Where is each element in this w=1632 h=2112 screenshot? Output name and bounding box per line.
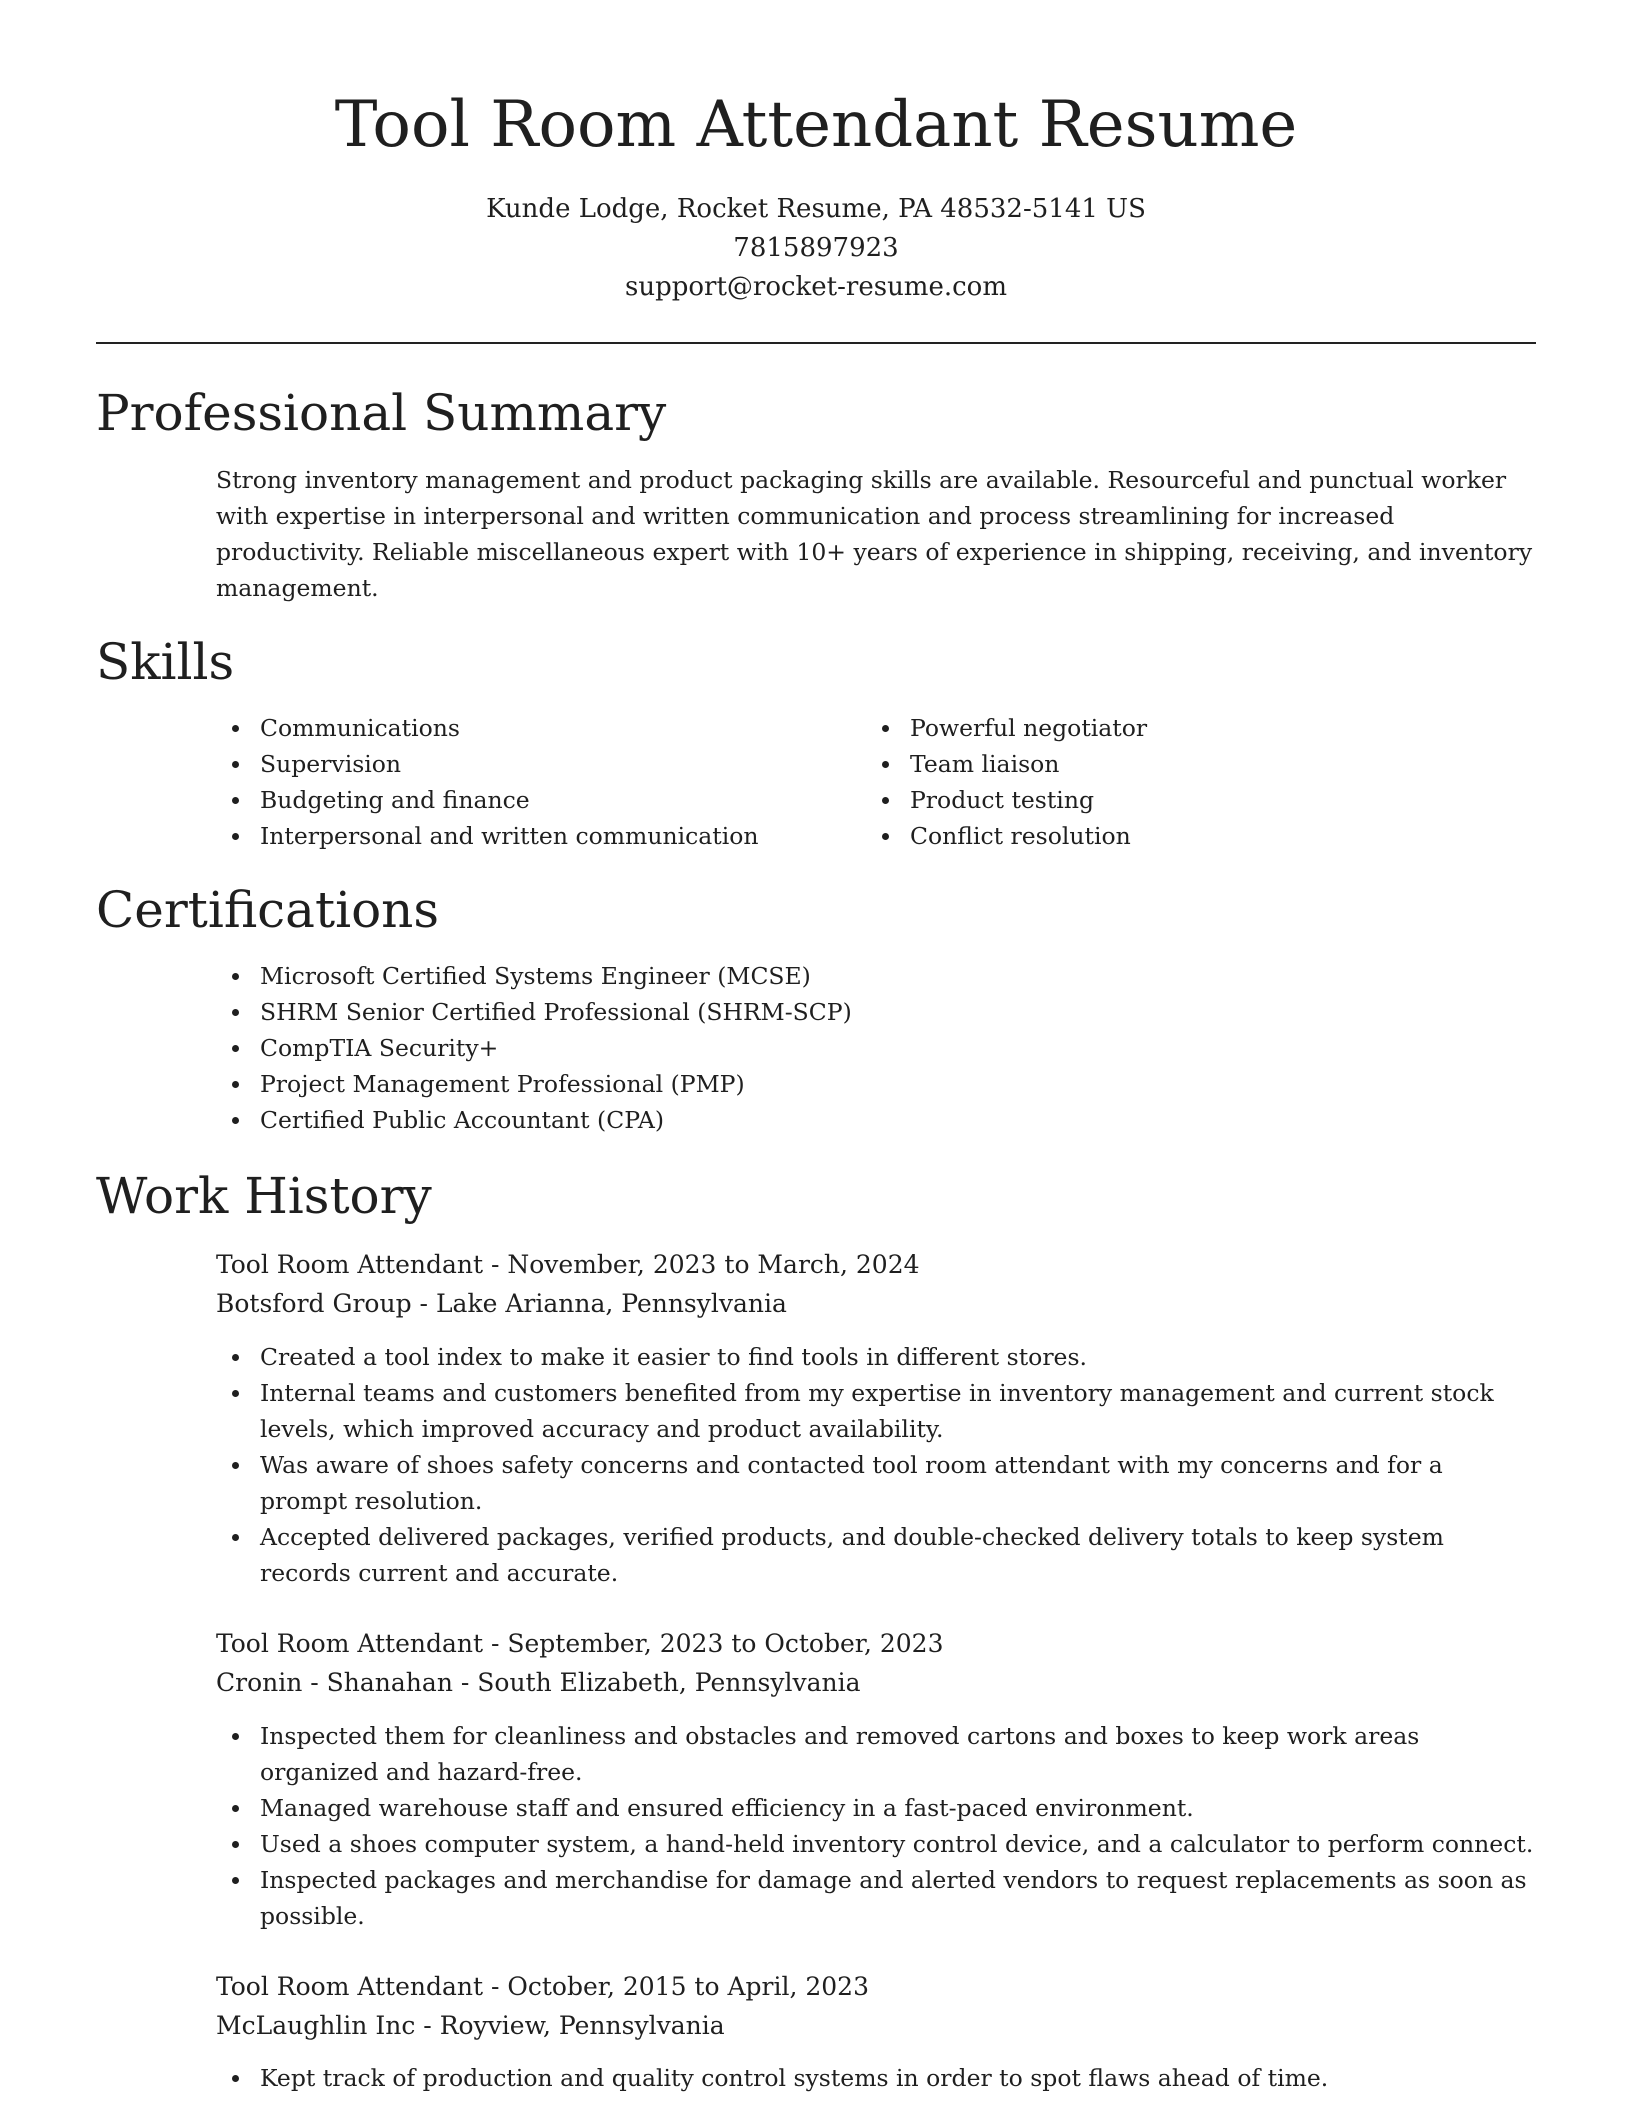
job-bullet: Accepted delivered packages, verified products, and double-checked delivery totals to keep system records current and accurate. xyxy=(260,1519,1536,1591)
job-company: Cronin - Shanahan xyxy=(216,1668,453,1697)
job-bullet: Used a shoes computer system, a hand-held inventory control device, and a calculator to perform connect. xyxy=(260,1826,1536,1862)
job-title-line: Tool Room Attendant - October, 2015 to April, 2023 xyxy=(216,1972,869,2001)
job-bullet: Was aware of shoes safety concerns and contacted tool room attendant with my concerns and for a prompt resolution. xyxy=(260,1447,1536,1519)
summary-text: Strong inventory management and product packaging skills are available. Resourceful and punctual worker with expertise in interpersonal and written communication and process streamlining for increased productivity. Reliable miscellaneous expert with 10+ years of experience in shipping, receiving, and inventory management. xyxy=(216,466,1533,602)
certification-item: Project Management Professional (PMP) xyxy=(260,1066,852,1102)
work-history-heading: Work History xyxy=(96,1167,432,1225)
skill-item: Powerful negotiator xyxy=(910,710,1147,746)
job-title-line: Tool Room Attendant - November, 2023 to March, 2024 xyxy=(216,1250,920,1279)
skill-item: Communications xyxy=(260,710,759,746)
address: Kunde Lodge, Rocket Resume, PA 48532-5141 US xyxy=(486,194,1146,224)
phone: 7815897923 xyxy=(733,233,899,263)
page-title: Tool Room Attendant Resume xyxy=(334,88,1298,162)
job-location: South Elizabeth, Pennsylvania xyxy=(477,1668,861,1697)
job-dates: September, 2023 to October, 2023 xyxy=(507,1629,944,1658)
skill-item: Conflict resolution xyxy=(910,818,1147,854)
certification-item: CompTIA Security+ xyxy=(260,1030,852,1066)
skills-list-right xyxy=(910,710,1147,854)
job-dates: November, 2023 to March, 2024 xyxy=(507,1250,920,1279)
job-bullets xyxy=(260,2060,1536,2096)
job-bullet: Managed warehouse staff and ensured efficiency in a fast-paced environment. xyxy=(260,1790,1536,1826)
certification-item: Microsoft Certified Systems Engineer (MCSE) xyxy=(260,958,852,994)
job-dates: October, 2015 to April, 2023 xyxy=(507,1972,869,2001)
skill-item: Interpersonal and written communication xyxy=(260,818,759,854)
job-bullets xyxy=(260,1339,1536,1591)
skill-item: Budgeting and finance xyxy=(260,782,759,818)
email: support@rocket-resume.com xyxy=(624,272,1007,302)
job-bullet: Kept track of production and quality control systems in order to spot flaws ahead of time. xyxy=(260,2060,1536,2096)
contact-info xyxy=(0,190,1632,307)
job-title-line: Tool Room Attendant - September, 2023 to October, 2023 xyxy=(216,1629,944,1658)
job-location: Lake Arianna, Pennsylvania xyxy=(435,1289,787,1318)
certification-item: Certified Public Accountant (CPA) xyxy=(260,1102,852,1138)
job-title: Tool Room Attendant xyxy=(216,1629,484,1658)
job-title: Tool Room Attendant xyxy=(216,1250,484,1279)
skills-heading: Skills xyxy=(96,633,235,691)
resume-header xyxy=(0,0,1632,307)
job-bullet: Inspected packages and merchandise for damage and alerted vendors to request replacements as soon as possible. xyxy=(260,1862,1536,1934)
job-bullet: Inspected them for cleanliness and obstacles and removed cartons and boxes to keep work areas organized and hazard-free. xyxy=(260,1718,1536,1790)
certification-item: SHRM Senior Certified Professional (SHRM-SCP) xyxy=(260,994,852,1030)
job-company-line: Cronin - Shanahan - South Elizabeth, Pennsylvania xyxy=(216,1668,861,1697)
job-bullet: Created a tool index to make it easier to find tools in different stores. xyxy=(260,1339,1536,1375)
skill-item: Team liaison xyxy=(910,746,1147,782)
job-location: Royview, Pennsylvania xyxy=(439,2011,725,2040)
job-company: Botsford Group xyxy=(216,1289,412,1318)
skills-list-left xyxy=(260,710,759,854)
skill-item: Supervision xyxy=(260,746,759,782)
certifications-heading: Certifications xyxy=(96,881,440,939)
job-bullets xyxy=(260,1718,1536,1934)
certifications-list xyxy=(260,958,852,1138)
job-company: McLaughlin Inc xyxy=(216,2011,416,2040)
job-company-line: McLaughlin Inc - Royview, Pennsylvania xyxy=(216,2011,725,2040)
job-title: Tool Room Attendant xyxy=(216,1972,484,2001)
job-company-line: Botsford Group - Lake Arianna, Pennsylvania xyxy=(216,1289,787,1318)
summary-heading: Professional Summary xyxy=(96,384,667,442)
header-divider xyxy=(96,342,1536,344)
job-bullet: Internal teams and customers benefited from my expertise in inventory management and current stock levels, which improved accuracy and product availability. xyxy=(260,1375,1536,1447)
skill-item: Product testing xyxy=(910,782,1147,818)
